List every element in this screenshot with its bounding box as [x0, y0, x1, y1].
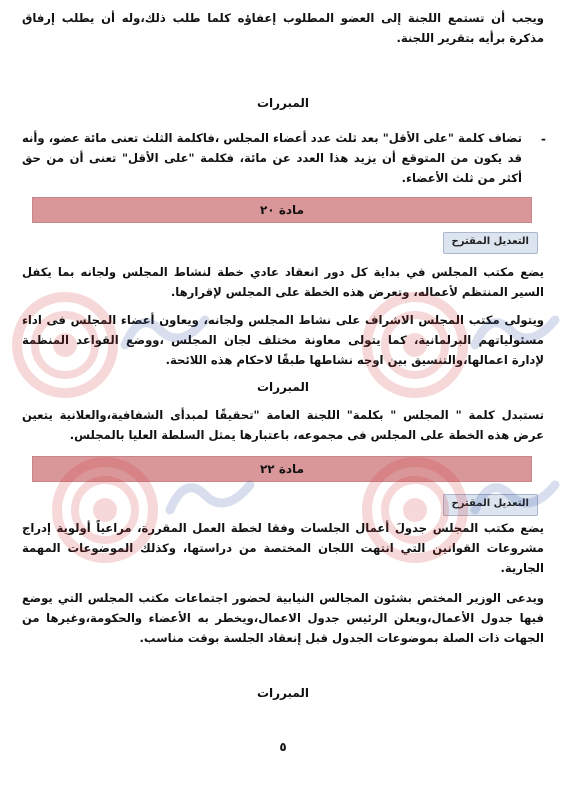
page-number: ٥: [279, 740, 287, 754]
paragraph: ويجب أن تستمع اللجنة إلى العضو المطلوب إعفاؤه كلما طلب ذلك،وله أن يطلب إرفاق مذكرة برأيه بتقرير اللجنة.: [22, 11, 544, 45]
paragraph: يضع مكتب المجلس جدولَ أعمال الجلسات وفقا لخطة العمل المقررة، مراعياً أولوية إدراج مشروعات القوانين التي انتهت اللجان المختصة من دراستها، وكذلك الموضوعات المهمة الجارية.: [22, 521, 544, 575]
paragraph: تستبدل كلمة " المجلس " بكلمة" اللجنة العامة "تحقيقًا لمبدأى الشفافية،والعلانية يتعين عرض هذه الخطة على المجلس فى مجموعه، باعتبارها يمثل السلطة العليا بالمجلس.: [22, 408, 544, 442]
justifications-heading: المبررات: [256, 686, 310, 700]
justifications-heading: المبررات: [256, 380, 310, 394]
watermark-logo-icon: [10, 290, 120, 400]
watermark-script-icon: [470, 300, 560, 360]
watermark-logo-icon: [360, 290, 470, 400]
paragraph: تضاف كلمة "على الأقل" بعد ثلث عدد أعضاء المجلس ،فاكلمة الثلث تعنى مائة عضو، وأنه قد يكون من المتوقع أن يزيد هذا العدد عن مائة، فكلمة "على الأقل" تعنى أن من حق أكثر من ثلث الأعضاء.: [22, 131, 522, 185]
proposed-amendment-label: التعديل المقترح: [443, 232, 538, 254]
watermark-logo-icon: [50, 455, 160, 565]
watermark-logo-icon: [360, 455, 470, 565]
proposed-amendment-label: التعديل المقترح: [443, 494, 538, 516]
watermark-script-icon: [165, 465, 255, 525]
bullet-dash: -: [541, 132, 546, 146]
watermark-script-icon: [470, 465, 560, 525]
paragraph: ويتولى مكتب المجلس الاشراف على نشاط المجلس ولجانه، ويعاون أعضاء المجلس فى اداء مسئولياتهم البرلمانية، كما يتولى معاونة مختلف لجان المجلس ،ووضع القواعد المنظمة لإدارة اعمالها،والتنسيق بين اوجه نشاطها طبقًا لاحكام هذه اللائحة.: [22, 313, 544, 367]
paragraph: ويدعى الوزير المختص بشئون المجالس النيابية لحضور اجتماعات مكتب المجلس التي يوضع فيها جدول الأعمال،ويعلن الرئيس جدول الاعمال،ويخطر به الأعضاء والحكومة،وغيرها من الجهات ذات الصلة بموضوعات الجدول قبل إنعقاد الجلسة بوقت مناسب.: [22, 591, 544, 645]
paragraph: يضع مكتب المجلس في بداية كل دور انعقاد عادي خطة لنشاط المجلس ولجانه بما يكفل السير المنتظم لأعماله، وتعرض هذه الخطة على المجلس لإقرارها.: [22, 265, 544, 299]
justifications-heading: المبررات: [256, 96, 310, 110]
article-header: مادة ٢٢: [32, 456, 532, 482]
watermark-script-icon: [120, 300, 210, 360]
article-header: مادة ٢٠: [32, 197, 532, 223]
